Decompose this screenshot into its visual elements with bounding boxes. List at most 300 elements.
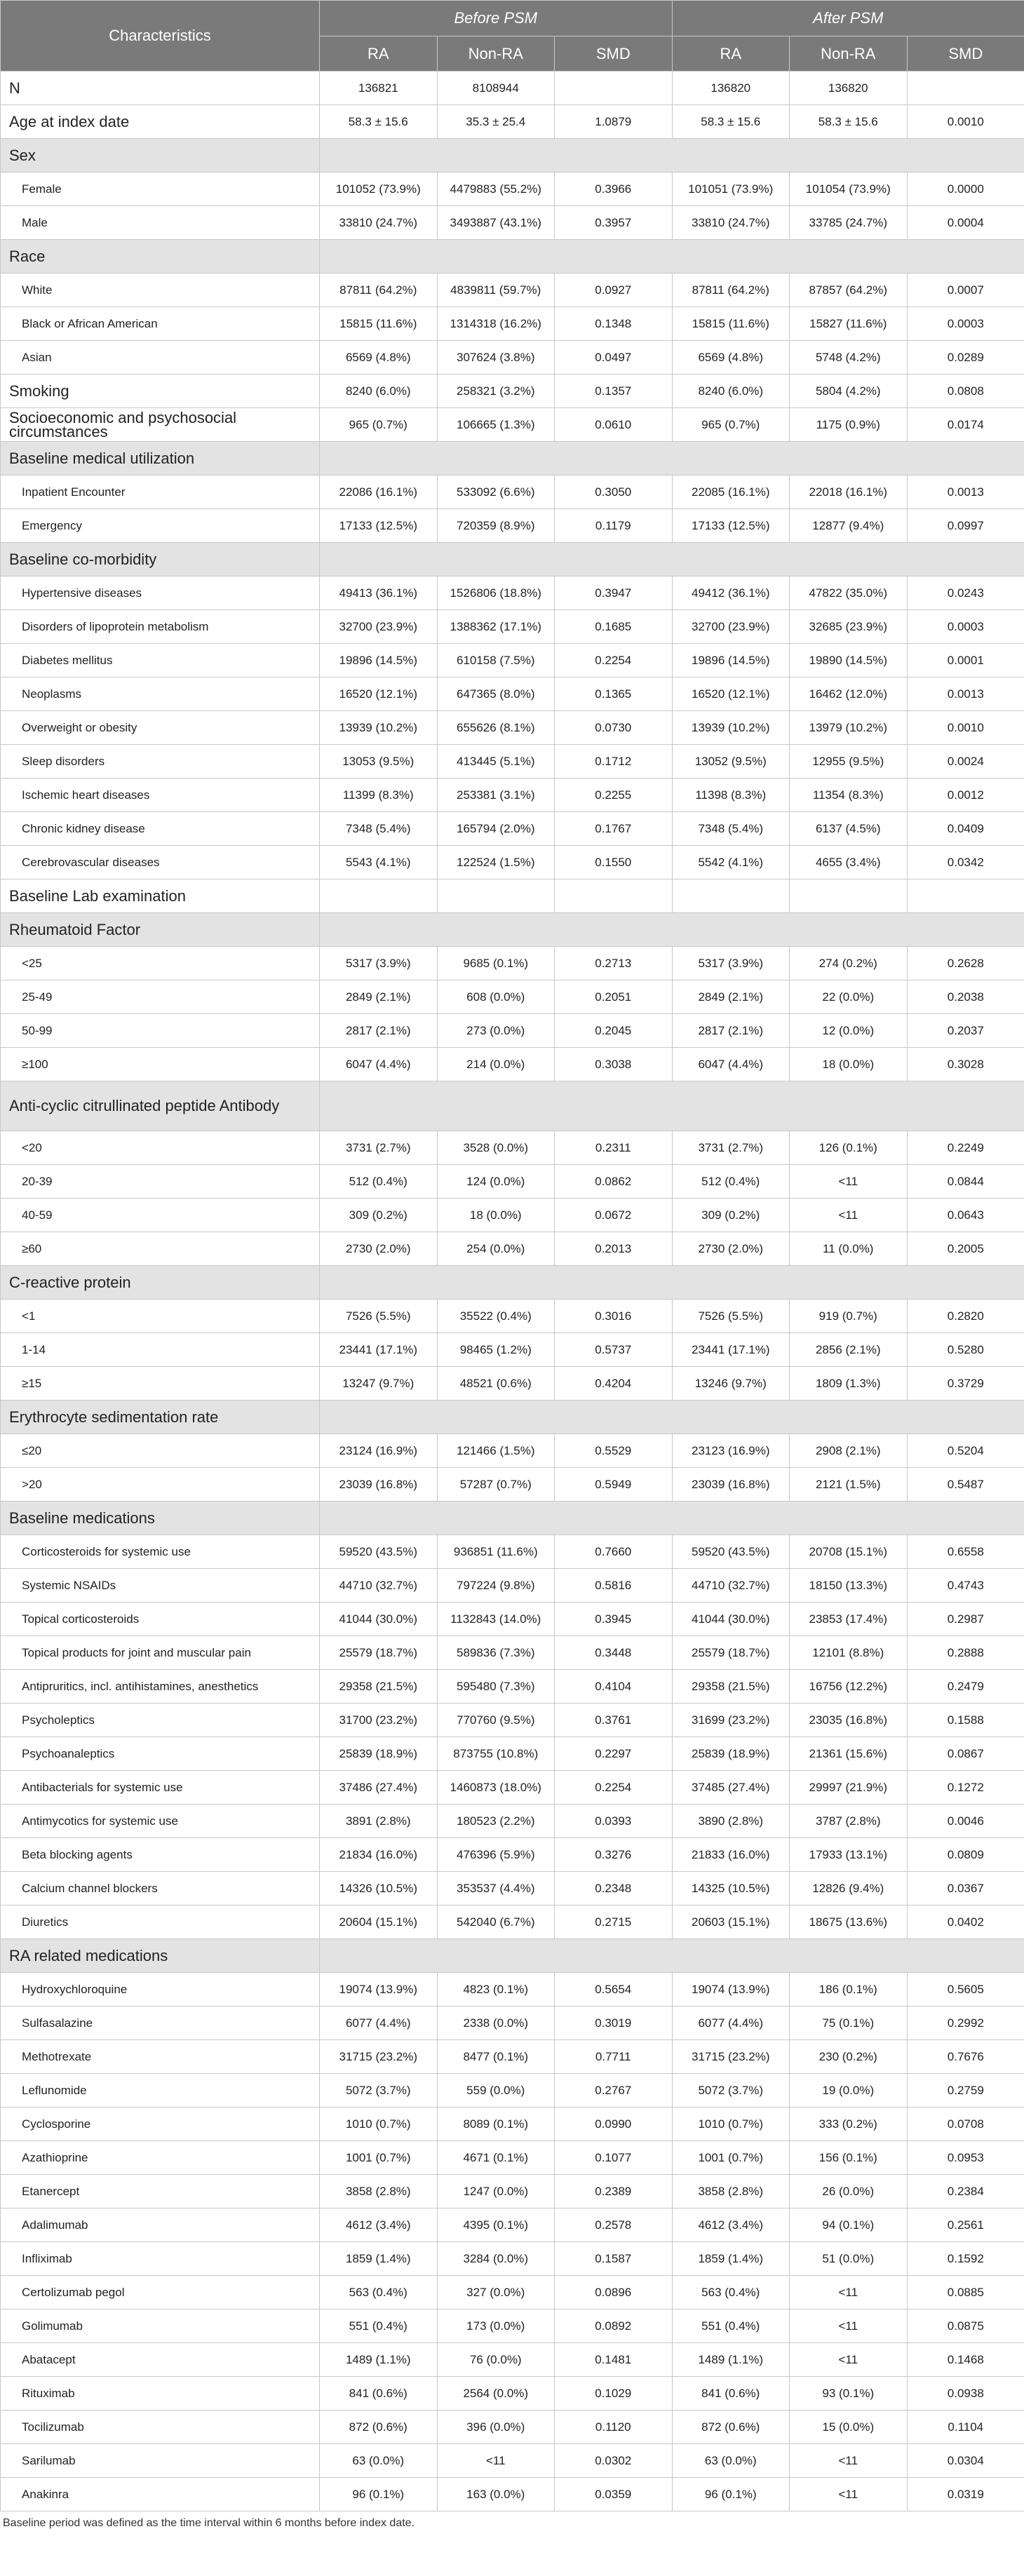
section-label: Baseline medical utilization (1, 442, 320, 476)
header-after-psm: After PSM (672, 1, 1024, 36)
smd-after-cell: 0.0289 (907, 341, 1024, 375)
ra-before-cell: 1001 (0.7%) (320, 2141, 438, 2175)
ra-before-cell: 5072 (3.7%) (320, 2074, 438, 2108)
smd-before-cell: 0.3016 (555, 1300, 673, 1333)
ra-before-cell: 2730 (2.0%) (320, 1232, 438, 1266)
header-row-groups (1, 1, 1024, 36)
section-filler (320, 1266, 1024, 1300)
smd-after-cell: 0.1468 (907, 2343, 1024, 2377)
table-row (1, 2276, 1024, 2309)
section-filler (320, 543, 1024, 576)
smd-after-cell: 0.0809 (907, 1838, 1024, 1872)
nonra-after-cell: 75 (0.1%) (790, 2007, 908, 2040)
table-row (1, 105, 1024, 139)
table-row (1, 1232, 1024, 1266)
nonra-after-cell: <11 (790, 2276, 908, 2309)
ra-before-cell: 7348 (5.4%) (320, 812, 438, 846)
table-row (1, 1603, 1024, 1636)
smd-before-cell: 0.3276 (555, 1838, 673, 1872)
row-label: ≥100 (1, 1048, 320, 1081)
nonra-after-cell: 6137 (4.5%) (790, 812, 908, 846)
smd-after-cell (907, 879, 1024, 913)
ra-after-cell: 8240 (6.0%) (672, 375, 790, 408)
smd-before-cell: 0.2767 (555, 2074, 673, 2108)
smd-before-cell: 0.0393 (555, 1805, 673, 1838)
nonra-before-cell: 1132843 (14.0%) (437, 1603, 555, 1636)
smd-after-cell: 0.0174 (907, 408, 1024, 442)
smd-after-cell: 0.3729 (907, 1367, 1024, 1401)
ra-before-cell: 136821 (320, 72, 438, 105)
row-label: Antipruritics, incl. antihistamines, anesthetics (1, 1670, 320, 1704)
ra-before-cell: 63 (0.0%) (320, 2444, 438, 2478)
ra-after-cell: 23123 (16.9%) (672, 1434, 790, 1468)
smd-before-cell: 0.0896 (555, 2276, 673, 2309)
ra-after-cell: 5072 (3.7%) (672, 2074, 790, 2108)
nonra-after-cell: 919 (0.7%) (790, 1300, 908, 1333)
smd-before-cell: 0.5949 (555, 1468, 673, 1502)
smd-after-cell: 0.0010 (907, 711, 1024, 745)
table-row (1, 2074, 1024, 2108)
nonra-after-cell: <11 (790, 2478, 908, 2511)
row-label: Tocilizumab (1, 2410, 320, 2444)
smd-before-cell: 0.3957 (555, 206, 673, 240)
smd-before-cell: 0.4204 (555, 1367, 673, 1401)
nonra-before-cell: 476396 (5.9%) (437, 1838, 555, 1872)
smd-before-cell: 0.1767 (555, 812, 673, 846)
nonra-after-cell: 11354 (8.3%) (790, 778, 908, 812)
nonra-before-cell: 258321 (3.2%) (437, 375, 555, 408)
smd-after-cell: 0.1588 (907, 1704, 1024, 1737)
ra-after-cell: 25839 (18.9%) (672, 1737, 790, 1771)
ra-after-cell: 7526 (5.5%) (672, 1300, 790, 1333)
ra-before-cell: 25839 (18.9%) (320, 1737, 438, 1771)
ra-before-cell: 551 (0.4%) (320, 2309, 438, 2343)
smd-before-cell: 0.3019 (555, 2007, 673, 2040)
ra-before-cell: 1859 (1.4%) (320, 2242, 438, 2276)
nonra-after-cell: 12101 (8.8%) (790, 1636, 908, 1670)
smd-before-cell: 0.2255 (555, 778, 673, 812)
nonra-after-cell: 23035 (16.8%) (790, 1704, 908, 1737)
smd-before-cell: 0.3947 (555, 576, 673, 610)
section-label: Erythrocyte sedimentation rate (1, 1401, 320, 1434)
table-row (1, 2410, 1024, 2444)
smd-after-cell: 0.2987 (907, 1603, 1024, 1636)
nonra-after-cell: 20708 (15.1%) (790, 1535, 908, 1569)
row-label: 20-39 (1, 1165, 320, 1199)
table-row (1, 980, 1024, 1014)
nonra-after-cell: 11 (0.0%) (790, 1232, 908, 1266)
nonra-before-cell: 1388362 (17.1%) (437, 610, 555, 644)
smd-after-cell: 0.5204 (907, 1434, 1024, 1468)
nonra-after-cell: 1175 (0.9%) (790, 408, 908, 442)
nonra-before-cell: 797224 (9.8%) (437, 1569, 555, 1603)
table-row (1, 1973, 1024, 2007)
nonra-after-cell: 16756 (12.2%) (790, 1670, 908, 1704)
row-label: Asian (1, 341, 320, 375)
ra-after-cell: 2817 (2.1%) (672, 1014, 790, 1048)
header-smd-after: SMD (907, 36, 1024, 72)
nonra-before-cell: 3528 (0.0%) (437, 1131, 555, 1165)
nonra-after-cell: 2856 (2.1%) (790, 1333, 908, 1367)
nonra-after-cell: 12826 (9.4%) (790, 1872, 908, 1906)
nonra-after-cell: <11 (790, 2343, 908, 2377)
nonra-before-cell: 4823 (0.1%) (437, 1973, 555, 2007)
ra-before-cell: 17133 (12.5%) (320, 509, 438, 543)
row-label: Antimycotics for systemic use (1, 1805, 320, 1838)
row-label: Cyclosporine (1, 2108, 320, 2141)
nonra-after-cell: 22 (0.0%) (790, 980, 908, 1014)
nonra-before-cell: 173 (0.0%) (437, 2309, 555, 2343)
table-row (1, 2242, 1024, 2276)
smd-after-cell: 0.1592 (907, 2242, 1024, 2276)
smd-before-cell: 0.0610 (555, 408, 673, 442)
table-row (1, 1014, 1024, 1048)
smd-after-cell: 0.0046 (907, 1805, 1024, 1838)
smd-after-cell: 0.0304 (907, 2444, 1024, 2478)
row-label: <1 (1, 1300, 320, 1333)
ra-after-cell: 512 (0.4%) (672, 1165, 790, 1199)
smd-before-cell: 0.2045 (555, 1014, 673, 1048)
smd-before-cell: 0.3966 (555, 173, 673, 206)
nonra-before-cell: <11 (437, 2444, 555, 2478)
table-row (1, 1131, 1024, 1165)
ra-before-cell: 16520 (12.1%) (320, 677, 438, 711)
row-label: Overweight or obesity (1, 711, 320, 745)
table-row (1, 1468, 1024, 1502)
nonra-after-cell: 12955 (9.5%) (790, 745, 908, 778)
section-label: Baseline medications (1, 1502, 320, 1535)
row-label: Corticosteroids for systemic use (1, 1535, 320, 1569)
nonra-before-cell: 1247 (0.0%) (437, 2175, 555, 2209)
smd-after-cell: 0.0953 (907, 2141, 1024, 2175)
table-row (1, 1771, 1024, 1805)
table-row (1, 72, 1024, 105)
ra-after-cell: 3858 (2.8%) (672, 2175, 790, 2209)
ra-before-cell: 58.3 ± 15.6 (320, 105, 438, 139)
nonra-after-cell: 58.3 ± 15.6 (790, 105, 908, 139)
table-row (1, 2175, 1024, 2209)
smd-before-cell: 0.3038 (555, 1048, 673, 1081)
smd-after-cell: 0.1104 (907, 2410, 1024, 2444)
ra-before-cell: 563 (0.4%) (320, 2276, 438, 2309)
smd-before-cell: 0.1685 (555, 610, 673, 644)
ra-before-cell: 2817 (2.1%) (320, 1014, 438, 1048)
header-smd-before: SMD (555, 36, 673, 72)
nonra-after-cell: <11 (790, 2444, 908, 2478)
ra-before-cell: 13939 (10.2%) (320, 711, 438, 745)
nonra-after-cell: 23853 (17.4%) (790, 1603, 908, 1636)
ra-before-cell: 49413 (36.1%) (320, 576, 438, 610)
section-filler (320, 1401, 1024, 1434)
ra-after-cell: 96 (0.1%) (672, 2478, 790, 2511)
row-label: Smoking (1, 375, 320, 408)
smd-after-cell: 0.2384 (907, 2175, 1024, 2209)
table-row (1, 1165, 1024, 1199)
smd-before-cell: 0.1029 (555, 2377, 673, 2410)
table-row (1, 2444, 1024, 2478)
nonra-before-cell: 655626 (8.1%) (437, 711, 555, 745)
ra-after-cell: 309 (0.2%) (672, 1199, 790, 1232)
nonra-before-cell: 214 (0.0%) (437, 1048, 555, 1081)
smd-after-cell: 0.0997 (907, 509, 1024, 543)
smd-before-cell: 0.5816 (555, 1569, 673, 1603)
table-row (1, 1906, 1024, 1939)
ra-after-cell: 965 (0.7%) (672, 408, 790, 442)
nonra-after-cell: 18 (0.0%) (790, 1048, 908, 1081)
smd-after-cell: 0.0885 (907, 2276, 1024, 2309)
smd-after-cell: 0.3028 (907, 1048, 1024, 1081)
nonra-before-cell: 2564 (0.0%) (437, 2377, 555, 2410)
table-row (1, 408, 1024, 442)
row-label: ≤20 (1, 1434, 320, 1468)
section-row (1, 1401, 1024, 1434)
table-row (1, 1737, 1024, 1771)
nonra-before-cell: 3284 (0.0%) (437, 2242, 555, 2276)
nonra-before-cell: 98465 (1.2%) (437, 1333, 555, 1367)
ra-before-cell: 14326 (10.5%) (320, 1872, 438, 1906)
row-label: Ischemic heart diseases (1, 778, 320, 812)
table-row (1, 2108, 1024, 2141)
row-label: Abatacept (1, 2343, 320, 2377)
ra-before-cell: 96 (0.1%) (320, 2478, 438, 2511)
ra-after-cell: 872 (0.6%) (672, 2410, 790, 2444)
ra-before-cell: 59520 (43.5%) (320, 1535, 438, 1569)
table-row (1, 2478, 1024, 2511)
ra-before-cell: 841 (0.6%) (320, 2377, 438, 2410)
row-label: Neoplasms (1, 677, 320, 711)
section-label: RA related medications (1, 1939, 320, 1973)
nonra-before-cell: 4839811 (59.7%) (437, 274, 555, 307)
ra-after-cell: 3890 (2.8%) (672, 1805, 790, 1838)
smd-before-cell: 0.2715 (555, 1906, 673, 1939)
nonra-before-cell: 770760 (9.5%) (437, 1704, 555, 1737)
nonra-before-cell: 873755 (10.8%) (437, 1737, 555, 1771)
row-label: ≥60 (1, 1232, 320, 1266)
nonra-after-cell: 126 (0.1%) (790, 1131, 908, 1165)
nonra-after-cell: 333 (0.2%) (790, 2108, 908, 2141)
ra-before-cell: 19896 (14.5%) (320, 644, 438, 677)
nonra-after-cell: 12 (0.0%) (790, 1014, 908, 1048)
row-label: Psychoanaleptics (1, 1737, 320, 1771)
row-label: Leflunomide (1, 2074, 320, 2108)
nonra-before-cell: 559 (0.0%) (437, 2074, 555, 2108)
ra-after-cell: 19074 (13.9%) (672, 1973, 790, 2007)
table-row (1, 2007, 1024, 2040)
nonra-before-cell: 9685 (0.1%) (437, 947, 555, 980)
smd-after-cell: 0.0013 (907, 677, 1024, 711)
nonra-before-cell: 1314318 (16.2%) (437, 307, 555, 341)
nonra-before-cell: 647365 (8.0%) (437, 677, 555, 711)
nonra-after-cell: <11 (790, 1199, 908, 1232)
smd-after-cell: 0.0844 (907, 1165, 1024, 1199)
header-ra-after: RA (672, 36, 790, 72)
section-label: C-reactive protein (1, 1266, 320, 1300)
nonra-after-cell: 29997 (21.9%) (790, 1771, 908, 1805)
smd-after-cell: 0.2888 (907, 1636, 1024, 1670)
nonra-after-cell: 2908 (2.1%) (790, 1434, 908, 1468)
smd-after-cell: 0.7676 (907, 2040, 1024, 2074)
ra-before-cell: 4612 (3.4%) (320, 2209, 438, 2242)
row-label: Sarilumab (1, 2444, 320, 2478)
table-row (1, 173, 1024, 206)
nonra-before-cell: 253381 (3.1%) (437, 778, 555, 812)
ra-after-cell: 7348 (5.4%) (672, 812, 790, 846)
table-row (1, 341, 1024, 375)
nonra-before-cell: 4671 (0.1%) (437, 2141, 555, 2175)
ra-after-cell: 44710 (32.7%) (672, 1569, 790, 1603)
table-row (1, 1333, 1024, 1367)
row-label: Hypertensive diseases (1, 576, 320, 610)
table-row (1, 206, 1024, 240)
smd-after-cell: 0.2992 (907, 2007, 1024, 2040)
smd-after-cell: 0.2249 (907, 1131, 1024, 1165)
smd-before-cell: 0.1587 (555, 2242, 673, 2276)
row-label: Chronic kidney disease (1, 812, 320, 846)
row-label: Topical corticosteroids (1, 1603, 320, 1636)
header-nonra-after: Non-RA (790, 36, 908, 72)
row-label: Rituximab (1, 2377, 320, 2410)
section-row (1, 543, 1024, 576)
header-before-psm: Before PSM (320, 1, 673, 36)
nonra-before-cell: 2338 (0.0%) (437, 2007, 555, 2040)
smd-before-cell: 0.1365 (555, 677, 673, 711)
ra-after-cell: 16520 (12.1%) (672, 677, 790, 711)
smd-after-cell: 0.4743 (907, 1569, 1024, 1603)
ra-after-cell: 21833 (16.0%) (672, 1838, 790, 1872)
table-row (1, 2309, 1024, 2343)
nonra-after-cell: 230 (0.2%) (790, 2040, 908, 2074)
ra-before-cell: 22086 (16.1%) (320, 476, 438, 509)
section-filler (320, 139, 1024, 173)
table-row (1, 1048, 1024, 1081)
row-label: N (1, 72, 320, 105)
ra-after-cell: 101051 (73.9%) (672, 173, 790, 206)
section-filler (320, 442, 1024, 476)
header-nonra-before: Non-RA (437, 36, 555, 72)
ra-before-cell: 6047 (4.4%) (320, 1048, 438, 1081)
row-label: Infliximab (1, 2242, 320, 2276)
ra-after-cell: 13052 (9.5%) (672, 745, 790, 778)
row-label: ≥15 (1, 1367, 320, 1401)
ra-after-cell: 6077 (4.4%) (672, 2007, 790, 2040)
ra-after-cell: 4612 (3.4%) (672, 2209, 790, 2242)
nonra-before-cell: 57287 (0.7%) (437, 1468, 555, 1502)
ra-after-cell: 87811 (64.2%) (672, 274, 790, 307)
nonra-before-cell: 595480 (7.3%) (437, 1670, 555, 1704)
ra-after-cell: 20603 (15.1%) (672, 1906, 790, 1939)
row-label: White (1, 274, 320, 307)
nonra-after-cell (790, 879, 908, 913)
ra-after-cell: 14325 (10.5%) (672, 1872, 790, 1906)
ra-before-cell: 965 (0.7%) (320, 408, 438, 442)
smd-before-cell: 0.1348 (555, 307, 673, 341)
ra-before-cell: 5317 (3.9%) (320, 947, 438, 980)
smd-after-cell: 0.0007 (907, 274, 1024, 307)
ra-before-cell: 44710 (32.7%) (320, 1569, 438, 1603)
nonra-after-cell: 274 (0.2%) (790, 947, 908, 980)
smd-after-cell: 0.0012 (907, 778, 1024, 812)
table-row (1, 745, 1024, 778)
table-row (1, 509, 1024, 543)
smd-after-cell: 0.0342 (907, 846, 1024, 879)
smd-after-cell (907, 72, 1024, 105)
nonra-before-cell: 589836 (7.3%) (437, 1636, 555, 1670)
table-row (1, 610, 1024, 644)
section-row (1, 913, 1024, 947)
smd-before-cell: 0.1077 (555, 2141, 673, 2175)
ra-after-cell: 1859 (1.4%) (672, 2242, 790, 2276)
ra-before-cell: 87811 (64.2%) (320, 274, 438, 307)
smd-after-cell: 0.2479 (907, 1670, 1024, 1704)
ra-before-cell: 872 (0.6%) (320, 2410, 438, 2444)
row-label: Antibacterials for systemic use (1, 1771, 320, 1805)
row-label: Certolizumab pegol (1, 2276, 320, 2309)
row-label: <20 (1, 1131, 320, 1165)
smd-before-cell: 1.0879 (555, 105, 673, 139)
row-label: Etanercept (1, 2175, 320, 2209)
row-label: 1-14 (1, 1333, 320, 1367)
nonra-before-cell: 254 (0.0%) (437, 1232, 555, 1266)
nonra-before-cell: 533092 (6.6%) (437, 476, 555, 509)
smd-before-cell: 0.2578 (555, 2209, 673, 2242)
ra-after-cell: 13939 (10.2%) (672, 711, 790, 745)
row-label: Socioeconomic and psychosocial circumstances (1, 408, 320, 442)
smd-after-cell: 0.2005 (907, 1232, 1024, 1266)
ra-after-cell: 841 (0.6%) (672, 2377, 790, 2410)
smd-after-cell: 0.0004 (907, 206, 1024, 240)
ra-before-cell: 21834 (16.0%) (320, 1838, 438, 1872)
smd-before-cell: 0.2713 (555, 947, 673, 980)
nonra-after-cell: 12877 (9.4%) (790, 509, 908, 543)
nonra-before-cell: 4395 (0.1%) (437, 2209, 555, 2242)
smd-after-cell: 0.2628 (907, 947, 1024, 980)
nonra-after-cell: 4655 (3.4%) (790, 846, 908, 879)
smd-after-cell: 0.0808 (907, 375, 1024, 408)
nonra-after-cell: 13979 (10.2%) (790, 711, 908, 745)
smd-before-cell: 0.5529 (555, 1434, 673, 1468)
section-label: Anti-cyclic citrullinated peptide Antibody (1, 1081, 320, 1131)
ra-before-cell: 7526 (5.5%) (320, 1300, 438, 1333)
ra-after-cell: 11398 (8.3%) (672, 778, 790, 812)
smd-before-cell: 0.0892 (555, 2309, 673, 2343)
smd-before-cell: 0.7711 (555, 2040, 673, 2074)
ra-after-cell: 1489 (1.1%) (672, 2343, 790, 2377)
ra-before-cell: 31700 (23.2%) (320, 1704, 438, 1737)
ra-after-cell: 33810 (24.7%) (672, 206, 790, 240)
row-label: Hydroxychloroquine (1, 1973, 320, 2007)
header-ra-before: RA (320, 36, 438, 72)
ra-after-cell: 31699 (23.2%) (672, 1704, 790, 1737)
row-label: Calcium channel blockers (1, 1872, 320, 1906)
smd-after-cell: 0.5605 (907, 1973, 1024, 2007)
table-row (1, 1872, 1024, 1906)
smd-before-cell: 0.4104 (555, 1670, 673, 1704)
nonra-after-cell: 22018 (16.1%) (790, 476, 908, 509)
smd-before-cell: 0.3945 (555, 1603, 673, 1636)
nonra-after-cell: <11 (790, 2309, 908, 2343)
smd-before-cell (555, 72, 673, 105)
nonra-before-cell: 163 (0.0%) (437, 2478, 555, 2511)
nonra-after-cell: 136820 (790, 72, 908, 105)
ra-before-cell: 3731 (2.7%) (320, 1131, 438, 1165)
smd-before-cell: 0.2051 (555, 980, 673, 1014)
ra-after-cell: 32700 (23.9%) (672, 610, 790, 644)
ra-before-cell: 23124 (16.9%) (320, 1434, 438, 1468)
table-row (1, 307, 1024, 341)
smd-before-cell: 0.3761 (555, 1704, 673, 1737)
nonra-before-cell: 720359 (8.9%) (437, 509, 555, 543)
table-header (1, 1, 1024, 72)
